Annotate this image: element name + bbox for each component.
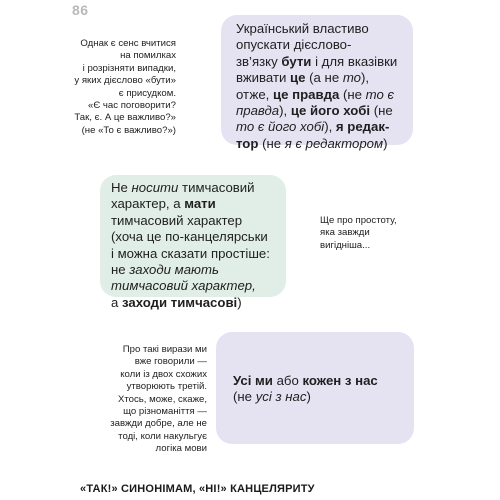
text-segment: (не [258, 135, 285, 151]
note-line: логіка мови [155, 443, 207, 455]
side-note-verb-buty [74, 38, 176, 137]
text-segment: ) [306, 389, 311, 405]
callout-line [236, 87, 413, 103]
note-line: Про такі вирази ми [122, 344, 207, 355]
emphasis-italic: то [342, 70, 361, 86]
emphasis-italic: тимчасовий характер, [111, 278, 256, 294]
callout-line [236, 70, 413, 86]
text-segment: опускати дієслово- [236, 37, 352, 53]
emphasis-italic: я є редактором [284, 135, 384, 151]
text-segment: а [111, 294, 122, 310]
note-line: «Є час поговорити? [88, 100, 176, 112]
text-segment: (хоча це по-канцелярськи [111, 229, 268, 245]
note-line: у яких дієслово «бути» [74, 75, 176, 87]
text-segment: тимчасовий [178, 180, 255, 195]
callout-line [236, 54, 413, 70]
emphasis-italic: заходи мають [129, 262, 219, 278]
note-line: вигідніша... [320, 239, 371, 251]
note-line: тоді, коли накульгує [118, 430, 207, 442]
emphasis-italic: правда [236, 103, 280, 119]
note-line: вже говорили — [134, 356, 207, 368]
callout-line [236, 119, 413, 135]
text-segment: зв’язку [236, 53, 282, 69]
emphasis-bold: це [290, 70, 306, 86]
text-segment: (не [339, 86, 366, 102]
emphasis-bold: кожен з нас [302, 373, 378, 388]
callout-verb-omission [221, 15, 413, 151]
emphasis-bold: мати [184, 196, 216, 212]
emphasis-italic: то є [365, 86, 395, 102]
note-line: утворюють третій. [126, 381, 207, 393]
note-line: Так, є. А це важливо?» [74, 112, 176, 124]
callout-temporary-character [100, 175, 286, 310]
note-line: що різноманіття — [123, 406, 207, 418]
text-segment: і можна сказати простіше: [111, 245, 270, 261]
note-line: Ще про простоту, [320, 215, 397, 226]
note-line: коли із двох схожих [120, 368, 207, 380]
side-note-simplicity [320, 215, 397, 252]
callout-line [111, 196, 286, 212]
text-segment: ), [279, 103, 291, 119]
callout-line [233, 389, 414, 405]
text-segment: (а не [305, 70, 343, 86]
text-segment: і для вказівки [311, 53, 398, 69]
note-line: (не «То є важливо?») [81, 124, 176, 136]
callout-line [111, 213, 286, 229]
note-line: є присудком. [118, 87, 176, 99]
callout-all-of-us [216, 332, 414, 444]
emphasis-bold: це його хобі [290, 103, 371, 119]
callout-line [111, 180, 286, 196]
emphasis-bold: заходи тимчасові [122, 294, 238, 310]
side-note-mixed-expressions [110, 344, 207, 456]
emphasis-italic: носити [131, 180, 179, 195]
callout-line [111, 229, 286, 245]
text-segment: не [111, 262, 130, 278]
text-segment: ), [361, 70, 370, 86]
callout-line [236, 103, 413, 119]
emphasis-bold: бути [281, 53, 312, 69]
callout-line [236, 21, 413, 37]
callout-line [233, 373, 414, 389]
emphasis-bold: Усі ми [233, 373, 273, 388]
note-line: Однак є сенс вчитися [80, 38, 176, 49]
text-segment: ), [324, 119, 336, 135]
text-segment: або [272, 373, 303, 388]
emphasis-bold: тор [236, 135, 259, 151]
emphasis-bold: це правда [273, 86, 340, 102]
running-footer: «ТАК!» СИНОНІМАМ, «НІ!» КАНЦЕЛЯРИТУ [80, 483, 315, 495]
text-segment: Український властиво [236, 21, 369, 36]
emphasis-italic: то є його хобі [236, 119, 325, 135]
callout-line [111, 246, 286, 262]
note-line: і розрізняти випадки, [82, 62, 176, 74]
callout-line [236, 37, 413, 53]
note-line: Хтось, може, скаже, [117, 393, 207, 405]
page-number: 86 [72, 2, 89, 18]
emphasis-bold: я редак- [335, 119, 390, 135]
note-line: завжди добре, але не [110, 418, 207, 430]
text-segment: ) [383, 135, 388, 151]
callout-line [111, 278, 286, 294]
text-segment: отже, [236, 86, 274, 102]
text-segment: ) [237, 294, 242, 310]
emphasis-italic: усі з нас [255, 389, 307, 405]
text-segment: (не [370, 103, 393, 119]
text-segment: (не [233, 389, 256, 405]
text-segment: характер, а [111, 196, 185, 212]
callout-line [111, 262, 286, 278]
callout-line [236, 136, 413, 152]
text-segment: вживати [236, 70, 291, 86]
text-segment: Не [111, 180, 132, 195]
text-segment: тимчасовий характер [111, 212, 243, 228]
note-line: яка завжди [320, 227, 370, 239]
note-line: на помилках [120, 50, 176, 62]
callout-line [111, 295, 286, 311]
